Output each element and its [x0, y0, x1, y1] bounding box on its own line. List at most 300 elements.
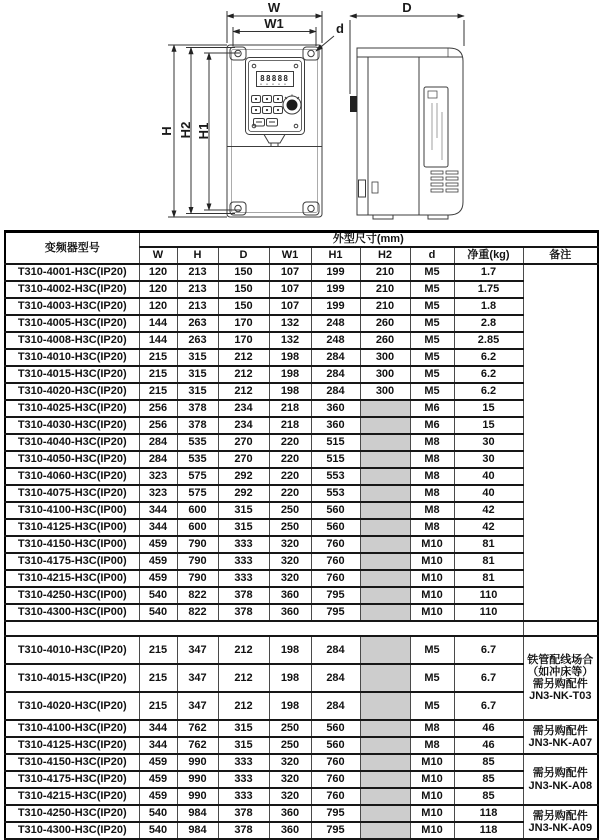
table-row: [5, 664, 598, 692]
cell-h2: [360, 720, 410, 737]
cell-h2: [360, 587, 410, 604]
cell-h1: 284: [311, 664, 360, 692]
cell-h2: [360, 754, 410, 771]
cell-w1: 132: [269, 332, 311, 349]
cell-h1: 553: [311, 485, 360, 502]
cell-h1: 795: [311, 604, 360, 621]
table-row: [5, 587, 598, 604]
cell-d: 212: [218, 664, 269, 692]
cell-w1: 132: [269, 315, 311, 332]
cell-hole: M5: [410, 692, 454, 720]
cell-model: T310-4010-H3C(IP20): [5, 349, 139, 366]
col-header-model: 变频器型号: [5, 232, 139, 265]
cell-d: 170: [218, 332, 269, 349]
cell-model: T310-4001-H3C(IP20): [5, 264, 139, 281]
cell-h: 315: [177, 383, 218, 400]
cell-h: 213: [177, 281, 218, 298]
cell-w: 323: [139, 468, 177, 485]
cell-w1: 320: [269, 771, 311, 788]
cell-model: T310-4060-H3C(IP20): [5, 468, 139, 485]
table-row: [5, 805, 598, 822]
cell-hole: M8: [410, 737, 454, 754]
cell-d: 333: [218, 788, 269, 805]
cell-h: 575: [177, 485, 218, 502]
cell-model: T310-4075-H3C(IP20): [5, 485, 139, 502]
cell-w1: 320: [269, 553, 311, 570]
side-view-dimensions: [350, 16, 464, 94]
cell-h2: [360, 536, 410, 553]
cell-model: T310-4002-H3C(IP20): [5, 281, 139, 298]
cell-w1: 198: [269, 383, 311, 400]
cell-h1: 760: [311, 570, 360, 587]
cell-hole: M5: [410, 366, 454, 383]
cell-h: 990: [177, 754, 218, 771]
dim-label-h2: H2: [178, 121, 193, 139]
dimension-drawing: [0, 0, 600, 230]
cell-hole: M5: [410, 315, 454, 332]
spacer-cell: [5, 621, 523, 636]
cell-h1: 284: [311, 349, 360, 366]
cell-w1: 320: [269, 788, 311, 805]
cell-hole: M10: [410, 822, 454, 839]
cell-d: 292: [218, 485, 269, 502]
cell-h2: [360, 771, 410, 788]
cell-h1: 553: [311, 468, 360, 485]
cell-d: 212: [218, 636, 269, 664]
cell-h: 822: [177, 604, 218, 621]
table-row: [5, 536, 598, 553]
cell-h2: [360, 519, 410, 536]
cell-h1: 560: [311, 737, 360, 754]
cell-h2: [360, 400, 410, 417]
cell-w1: 360: [269, 587, 311, 604]
cell-hole: M10: [410, 805, 454, 822]
cell-d: 150: [218, 281, 269, 298]
cell-w1: 360: [269, 805, 311, 822]
remark-line: 需另购配件: [532, 724, 588, 737]
cell-h1: 795: [311, 822, 360, 839]
table-row: [5, 332, 598, 349]
rating-label: [424, 87, 448, 167]
col-header-h: H: [177, 247, 218, 264]
cell-h1: 199: [311, 298, 360, 315]
cell-hole: M5: [410, 636, 454, 664]
cell-d: 292: [218, 468, 269, 485]
cell-w1: 198: [269, 349, 311, 366]
table-row: [5, 570, 598, 587]
cell-d: 333: [218, 570, 269, 587]
cover-latch: [264, 135, 285, 144]
mounting-hook: [350, 96, 357, 112]
remark-line: （如冲床等）: [527, 665, 594, 678]
cell-weight: 1.8: [454, 298, 523, 315]
cell-weight: 30: [454, 451, 523, 468]
cell-remark: [523, 805, 598, 839]
cell-h: 984: [177, 805, 218, 822]
cell-hole: M10: [410, 771, 454, 788]
dim-label-h1: H1: [196, 122, 211, 140]
col-header-weight: 净重(kg): [454, 247, 523, 264]
cell-hole: M5: [410, 664, 454, 692]
cell-hole: M8: [410, 485, 454, 502]
cell-weight: 85: [454, 754, 523, 771]
cell-h2: [360, 468, 410, 485]
cell-h2: [360, 636, 410, 664]
cell-h1: 560: [311, 502, 360, 519]
cell-h: 213: [177, 298, 218, 315]
cell-w: 215: [139, 692, 177, 720]
remark-line: JN3-NK-A07: [528, 737, 593, 749]
spacer-remark-cell: [523, 621, 598, 636]
keypad-buttons: [252, 96, 283, 127]
table-row: [5, 264, 598, 281]
remark-line: JN3-NK-A08: [528, 779, 593, 792]
cell-w: 459: [139, 771, 177, 788]
cell-w: 215: [139, 383, 177, 400]
cell-remark: [523, 754, 598, 805]
cell-w: 144: [139, 315, 177, 332]
cell-h1: 284: [311, 636, 360, 664]
cell-w1: 218: [269, 400, 311, 417]
cell-model: T310-4175-H3C(IP00): [5, 553, 139, 570]
cell-h: 790: [177, 553, 218, 570]
col-header-h2: H2: [360, 247, 410, 264]
cell-hole: M5: [410, 383, 454, 400]
cell-h: 600: [177, 502, 218, 519]
cell-w1: 220: [269, 434, 311, 451]
cell-h2: [360, 553, 410, 570]
cell-w: 540: [139, 604, 177, 621]
cell-h2: [360, 788, 410, 805]
cell-h1: 515: [311, 434, 360, 451]
table-row: [5, 822, 598, 839]
cell-hole: M5: [410, 298, 454, 315]
cell-d: 333: [218, 771, 269, 788]
dim-label-w1: W1: [264, 16, 284, 31]
col-header-h1: H1: [311, 247, 360, 264]
cell-h1: 248: [311, 332, 360, 349]
cell-h1: 515: [311, 451, 360, 468]
cell-weight: 6.7: [454, 636, 523, 664]
cell-h1: 760: [311, 536, 360, 553]
remark-line: 需另购配件: [532, 809, 588, 822]
cell-d: 270: [218, 451, 269, 468]
cell-hole: M10: [410, 570, 454, 587]
cell-d: 150: [218, 298, 269, 315]
cell-w: 344: [139, 737, 177, 754]
cell-w1: 198: [269, 636, 311, 664]
table-row: [5, 298, 598, 315]
cell-w1: 107: [269, 298, 311, 315]
cell-w1: 220: [269, 451, 311, 468]
cell-h: 990: [177, 771, 218, 788]
cell-model: T310-4010-H3C(IP20): [5, 636, 139, 664]
cell-d: 234: [218, 417, 269, 434]
cell-model: T310-4003-H3C(IP20): [5, 298, 139, 315]
cell-w: 256: [139, 400, 177, 417]
table-row: [5, 771, 598, 788]
table-row: [5, 315, 598, 332]
cell-weight: 46: [454, 720, 523, 737]
cell-model: T310-4215-H3C(IP00): [5, 570, 139, 587]
cell-w1: 250: [269, 720, 311, 737]
cell-h2: [360, 805, 410, 822]
cell-model: T310-4300-H3C(IP20): [5, 822, 139, 839]
remark-line: 铁管配线场合: [527, 653, 594, 666]
cell-weight: 40: [454, 485, 523, 502]
cell-w1: 107: [269, 281, 311, 298]
cell-hole: M5: [410, 281, 454, 298]
cell-hole: M10: [410, 587, 454, 604]
cell-weight: 6.7: [454, 664, 523, 692]
table-row: [5, 692, 598, 720]
cell-h: 378: [177, 400, 218, 417]
cell-w1: 220: [269, 485, 311, 502]
cell-remark: [523, 720, 598, 754]
dimension-spec-table: [4, 230, 599, 840]
cell-hole: M10: [410, 788, 454, 805]
cell-w: 344: [139, 720, 177, 737]
cell-hole: M6: [410, 400, 454, 417]
cell-d: 315: [218, 720, 269, 737]
cell-d: 234: [218, 400, 269, 417]
cell-hole: M10: [410, 604, 454, 621]
cell-d: 212: [218, 692, 269, 720]
remark-line: 需另购配件: [532, 678, 588, 690]
cell-h: 347: [177, 664, 218, 692]
col-header-remark: 备注: [523, 247, 598, 264]
cell-h1: 284: [311, 692, 360, 720]
cell-model: T310-4250-H3C(IP00): [5, 587, 139, 604]
cell-w: 540: [139, 587, 177, 604]
cell-weight: 81: [454, 570, 523, 587]
cell-w1: 250: [269, 502, 311, 519]
cell-w1: 320: [269, 754, 311, 771]
cell-h: 378: [177, 417, 218, 434]
cell-h: 535: [177, 434, 218, 451]
cell-model: T310-4215-H3C(IP20): [5, 788, 139, 805]
cell-h2: [360, 570, 410, 587]
front-view-dimensions: [168, 11, 334, 217]
cell-w: 284: [139, 434, 177, 451]
display-ticks: [261, 84, 285, 86]
cell-h2: [360, 502, 410, 519]
col-group-outline-dims: 外型尺寸(mm): [139, 232, 598, 248]
cell-hole: M10: [410, 754, 454, 771]
cell-h: 213: [177, 264, 218, 281]
remark-line: JN3-NK-T03: [529, 690, 592, 703]
cell-weight: 85: [454, 788, 523, 805]
cell-hole: M6: [410, 417, 454, 434]
cell-weight: 81: [454, 553, 523, 570]
cell-w: 459: [139, 536, 177, 553]
cell-h: 762: [177, 720, 218, 737]
cell-weight: 6.2: [454, 349, 523, 366]
cell-h2: [360, 737, 410, 754]
cell-model: T310-4300-H3C(IP00): [5, 604, 139, 621]
cell-hole: M5: [410, 349, 454, 366]
remark-line: JN3-NK-A09: [528, 822, 593, 834]
cell-w: 120: [139, 298, 177, 315]
cell-h2: [360, 692, 410, 720]
cell-w: 215: [139, 664, 177, 692]
cell-d: 315: [218, 502, 269, 519]
cell-model: T310-4015-H3C(IP20): [5, 366, 139, 383]
cell-w1: 320: [269, 536, 311, 553]
cell-w: 344: [139, 519, 177, 536]
cell-d: 315: [218, 519, 269, 536]
table-row: [5, 788, 598, 805]
table-row: [5, 737, 598, 754]
table-row: [5, 400, 598, 417]
cell-h1: 760: [311, 754, 360, 771]
table-row: [5, 281, 598, 298]
cell-d: 378: [218, 822, 269, 839]
cell-model: T310-4100-H3C(IP00): [5, 502, 139, 519]
cell-h: 347: [177, 636, 218, 664]
cell-d: 333: [218, 754, 269, 771]
cell-h: 762: [177, 737, 218, 754]
table-row: [5, 468, 598, 485]
cell-h1: 284: [311, 366, 360, 383]
cell-model: T310-4015-H3C(IP20): [5, 664, 139, 692]
cell-w: 284: [139, 451, 177, 468]
cell-h2: 260: [360, 315, 410, 332]
cell-model: T310-4100-H3C(IP20): [5, 720, 139, 737]
cell-model: T310-4020-H3C(IP20): [5, 692, 139, 720]
cell-model: T310-4005-H3C(IP20): [5, 315, 139, 332]
table-row: [5, 604, 598, 621]
cell-d: 315: [218, 737, 269, 754]
spec-table-body: [5, 264, 598, 839]
cell-h2: [360, 417, 410, 434]
cell-h2: [360, 485, 410, 502]
cell-w: 459: [139, 570, 177, 587]
cell-weight: 6.2: [454, 383, 523, 400]
cell-w: 215: [139, 636, 177, 664]
cell-h2: 260: [360, 332, 410, 349]
cell-model: T310-4125-H3C(IP20): [5, 737, 139, 754]
cell-h1: 560: [311, 720, 360, 737]
table-row: [5, 383, 598, 400]
cell-h1: 360: [311, 400, 360, 417]
cell-w1: 250: [269, 737, 311, 754]
cell-h: 315: [177, 349, 218, 366]
cell-weight: 15: [454, 400, 523, 417]
dim-label-w: W: [267, 0, 281, 15]
cell-weight: 2.85: [454, 332, 523, 349]
cell-weight: 42: [454, 502, 523, 519]
cell-d: 150: [218, 264, 269, 281]
col-header-d: D: [218, 247, 269, 264]
cell-d: 270: [218, 434, 269, 451]
cell-h2: [360, 664, 410, 692]
cell-h: 984: [177, 822, 218, 839]
cell-h2: 210: [360, 298, 410, 315]
remark-line: 需另购配件: [532, 767, 588, 780]
cell-hole: M8: [410, 468, 454, 485]
cell-w: 459: [139, 788, 177, 805]
cell-model: T310-4150-H3C(IP20): [5, 754, 139, 771]
cell-d: 378: [218, 587, 269, 604]
cell-h: 600: [177, 519, 218, 536]
cell-d: 378: [218, 805, 269, 822]
cell-d: 333: [218, 536, 269, 553]
cell-h2: 300: [360, 366, 410, 383]
cell-model: T310-4150-H3C(IP00): [5, 536, 139, 553]
cell-hole: M10: [410, 553, 454, 570]
dim-label-d-hole: d: [336, 21, 344, 36]
cell-w1: 218: [269, 417, 311, 434]
vent-slots: [431, 171, 458, 192]
cell-h1: 795: [311, 587, 360, 604]
cell-w: 256: [139, 417, 177, 434]
cell-hole: M8: [410, 720, 454, 737]
table-row: [5, 502, 598, 519]
cell-h: 347: [177, 692, 218, 720]
cell-h1: 360: [311, 417, 360, 434]
cell-d: 170: [218, 315, 269, 332]
cell-w: 120: [139, 264, 177, 281]
cell-weight: 6.2: [454, 366, 523, 383]
cell-remark: [523, 264, 598, 621]
table-row: [5, 451, 598, 468]
cell-h2: [360, 822, 410, 839]
cell-h1: 760: [311, 788, 360, 805]
table-row: [5, 485, 598, 502]
table-row: [5, 519, 598, 536]
cell-w: 344: [139, 502, 177, 519]
cell-h2: 210: [360, 281, 410, 298]
cell-model: T310-4175-H3C(IP20): [5, 771, 139, 788]
cell-w1: 220: [269, 468, 311, 485]
cell-model: T310-4025-H3C(IP20): [5, 400, 139, 417]
front-view: [227, 45, 322, 217]
cell-w1: 320: [269, 570, 311, 587]
cell-h1: 760: [311, 553, 360, 570]
col-header-w: W: [139, 247, 177, 264]
table-row: [5, 366, 598, 383]
cell-weight: 81: [454, 536, 523, 553]
table-row: [5, 553, 598, 570]
cell-w1: 198: [269, 664, 311, 692]
cell-weight: 46: [454, 737, 523, 754]
col-header-hole: d: [410, 247, 454, 264]
cell-hole: M10: [410, 536, 454, 553]
cell-h1: 284: [311, 383, 360, 400]
cell-h1: 560: [311, 519, 360, 536]
cell-d: 333: [218, 553, 269, 570]
cell-weight: 42: [454, 519, 523, 536]
cell-weight: 1.7: [454, 264, 523, 281]
cell-w: 540: [139, 805, 177, 822]
cell-model: T310-4030-H3C(IP20): [5, 417, 139, 434]
cell-w1: 360: [269, 604, 311, 621]
cell-w: 540: [139, 822, 177, 839]
table-row: [5, 636, 598, 664]
cell-h1: 795: [311, 805, 360, 822]
cell-model: T310-4040-H3C(IP20): [5, 434, 139, 451]
cell-remark: [523, 636, 598, 720]
cell-weight: 2.8: [454, 315, 523, 332]
cell-hole: M8: [410, 434, 454, 451]
cell-hole: M8: [410, 451, 454, 468]
cell-h2: 210: [360, 264, 410, 281]
cell-w1: 360: [269, 822, 311, 839]
cell-w: 459: [139, 553, 177, 570]
cell-model: T310-4020-H3C(IP20): [5, 383, 139, 400]
cell-h: 790: [177, 536, 218, 553]
